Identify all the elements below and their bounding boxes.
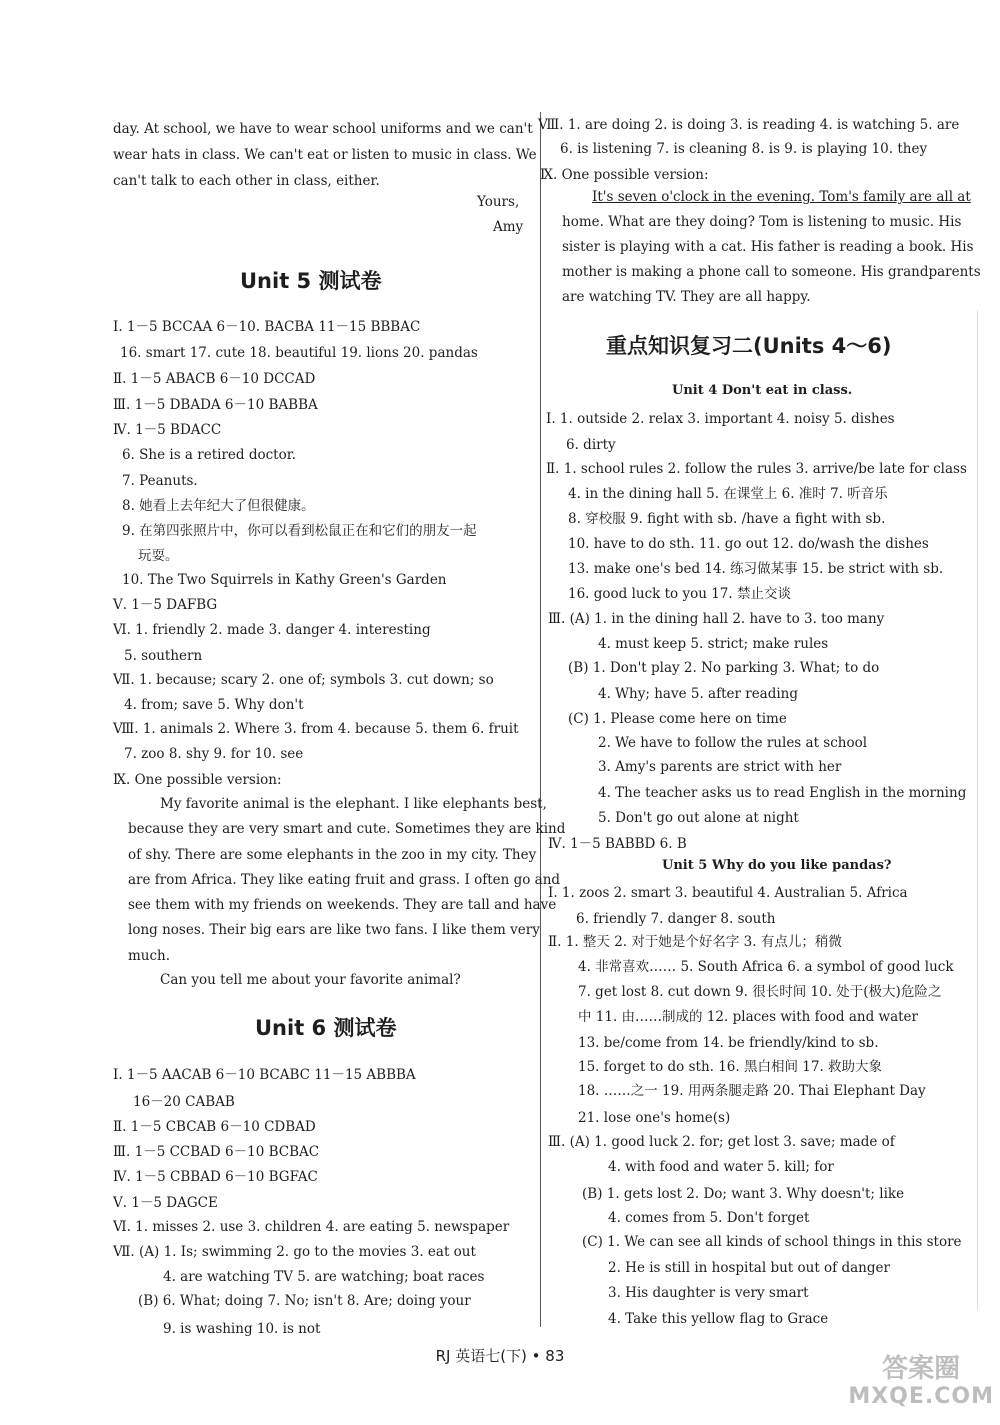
answer-line: 4. from; save 5. Why don't [124, 697, 304, 713]
answer-line: 3. Amy's parents are strict with her [598, 759, 842, 775]
answer-line: 6. friendly 7. danger 8. south [576, 911, 776, 927]
answer-line: 6. dirty [566, 437, 616, 453]
answer-line: 4. Why; have 5. after reading [598, 686, 799, 702]
answer-line: Ⅶ. (A) 1. Is; swimming 2. go to the movies 3. eat out [113, 1244, 476, 1260]
answer-line: 9. 在第四张照片中，你可以看到松鼠正在和它们的朋友一起 [122, 523, 477, 539]
answer-line: 7. get lost 8. cut down 9. 很长时间 10. 处于(极大)危险之 [578, 984, 942, 1000]
answer-line: Ⅲ. 1－5 CCBAD 6－10 BCBAC [113, 1144, 320, 1160]
answer-line: Ⅷ. 1. animals 2. Where 3. from 4. because 5. them 6. fruit [113, 721, 519, 737]
answer-line: 3. His daughter is very smart [608, 1285, 809, 1301]
page-edge-line [977, 310, 978, 1310]
answer-line: Ⅲ. (A) 1. in the dining hall 2. have to 3. too many [548, 611, 885, 627]
answer-line: Ⅴ. 1－5 DAFBG [113, 597, 218, 613]
answer-line: Ⅱ. 1. school rules 2. follow the rules 3. arrive/be late for class [546, 461, 967, 477]
answer-line: Ⅵ. 1. misses 2. use 3. children 4. are eating 5. newspaper [113, 1219, 510, 1235]
answer-line: 16－20 CABAB [133, 1094, 235, 1110]
essay-line: long noses. Their big ears are like two fans. I like them very [128, 922, 540, 938]
answer-line: 玩耍。 [138, 548, 179, 564]
answer-line: 4. in the dining hall 5. 在课堂上 6. 准时 7. 听音乐 [568, 486, 888, 502]
essay-line: home. What are they doing? Tom is listening to music. His [562, 214, 962, 230]
answer-line: 15. forget to do sth. 16. 黑白相间 17. 救助大象 [578, 1059, 883, 1075]
answer-line: Ⅳ. 1－5 CBBAD 6－10 BGFAC [113, 1169, 318, 1185]
answer-line: Ⅱ. 1－5 ABACB 6－10 DCCAD [113, 371, 316, 387]
answer-line: (C) 1. Please come here on time [568, 711, 787, 727]
page-footer: RJ 英语七(下) • 83 [435, 1347, 565, 1365]
answer-line: Ⅰ. 1. outside 2. relax 3. important 4. noisy 5. dishes [546, 411, 895, 427]
answer-line: (B) 1. Don't play 2. No parking 3. What; to do [568, 660, 880, 676]
watermark-title: 答案圈 [882, 1354, 961, 1384]
answer-line: Ⅱ. 1－5 CBCAB 6－10 CDBAD [113, 1119, 316, 1135]
answer-line: 2. We have to follow the rules at school [598, 735, 868, 751]
answer-line: Ⅳ. 1－5 BABBD 6. B [548, 836, 687, 852]
unit5-heading: Unit 5 Why do you like pandas? [662, 858, 892, 873]
essay-line: much. [128, 948, 171, 964]
answer-line: 21. lose one's home(s) [578, 1110, 731, 1126]
answer-line: Ⅴ. 1－5 DAGCE [113, 1195, 218, 1211]
letter-closing: Yours, [477, 194, 520, 210]
answer-line: Ⅱ. 1. 整天 2. 对于她是个好名字 3. 有点儿；稍微 [548, 934, 842, 950]
answer-line: 4. Take this yellow flag to Grace [608, 1311, 829, 1327]
answer-line: Ⅰ. 1－5 AACAB 6－10 BCABC 11－15 ABBBA [113, 1067, 416, 1083]
answer-line: 10. have to do sth. 11. go out 12. do/wash the dishes [568, 536, 929, 552]
answer-line: 13. make one's bed 14. 练习做某事 15. be strict with sb. [568, 561, 944, 577]
answer-line: Ⅲ. 1－5 DBADA 6－10 BABBA [113, 397, 318, 413]
answer-line: Ⅷ. 1. are doing 2. is doing 3. is reading 4. is watching 5. are [538, 117, 960, 133]
essay-line: are watching TV. They are all happy. [562, 289, 811, 305]
answer-line: 6. She is a retired doctor. [122, 447, 296, 463]
answer-line: 7. Peanuts. [122, 473, 198, 489]
answer-line: Ⅸ. One possible version: [540, 167, 709, 183]
column-divider [540, 112, 541, 1327]
answer-line: 6. is listening 7. is cleaning 8. is 9. is playing 10. they [560, 141, 928, 157]
answer-line: 中 11. 由……制成的 12. places with food and water [578, 1009, 918, 1025]
answer-line: 16. good luck to you 17. 禁止交谈 [568, 586, 791, 602]
answer-line: (B) 1. gets lost 2. Do; want 3. Why doesn't; like [582, 1186, 905, 1202]
unit4-heading: Unit 4 Don't eat in class. [672, 383, 853, 398]
answer-line: Ⅰ. 1－5 BCCAA 6－10. BACBA 11－15 BBBAC [113, 319, 421, 335]
answer-line: Ⅰ. 1. zoos 2. smart 3. beautiful 4. Australian 5. Africa [548, 885, 908, 901]
essay-line: sister is playing with a cat. His father is reading a book. His [562, 239, 974, 255]
letter-line: wear hats in class. We can't eat or listen to music in class. We [113, 147, 537, 163]
answer-line: 2. He is still in hospital but out of danger [608, 1260, 890, 1276]
essay-line: of shy. There are some elephants in the zoo in my city. They [128, 847, 537, 863]
answer-line: 4. with food and water 5. kill; for [608, 1159, 834, 1175]
answer-line: 4. The teacher asks us to read English in the morning [598, 785, 967, 801]
answer-line: 18. ……之一 19. 用两条腿走路 20. Thai Elephant Day [578, 1083, 926, 1099]
unit5-test-title: Unit 5 测试卷 [240, 269, 382, 293]
essay-line: are from Africa. They like eating fruit and grass. I often go and [128, 872, 561, 888]
answer-line: (C) 1. We can see all kinds of school things in this store [582, 1234, 962, 1250]
answer-line: Ⅶ. 1. because; scary 2. one of; symbols 3. cut down; so [113, 672, 494, 688]
answer-line: 8. 她看上去年纪大了但很健康。 [122, 498, 315, 514]
answer-line: Ⅲ. (A) 1. good luck 2. for; get lost 3. save; made of [548, 1134, 895, 1150]
watermark-logo [848, 1355, 994, 1411]
answer-line: 4. must keep 5. strict; make rules [598, 636, 829, 652]
answer-line: 5. Don't go out alone at night [598, 810, 799, 826]
answer-line: Ⅸ. One possible version: [113, 772, 282, 788]
review-title: 重点知识复习二(Units 4～6) [606, 334, 892, 358]
answer-line: 7. zoo 8. shy 9. for 10. see [124, 746, 304, 762]
answer-line: 5. southern [124, 648, 203, 664]
essay-line: It's seven o'clock in the evening. Tom's family are all at [592, 189, 971, 205]
essay-line: Can you tell me about your favorite animal? [160, 972, 461, 988]
letter-line: day. At school, we have to wear school uniforms and we can't [113, 121, 533, 137]
watermark-url: MXQE.COM [848, 1384, 994, 1409]
answer-line: Ⅳ. 1－5 BDACC [113, 422, 222, 438]
unit6-test-title: Unit 6 测试卷 [255, 1016, 397, 1040]
letter-signature: Amy [493, 219, 524, 235]
essay-line: see them with my friends on weekends. They are tall and have [128, 897, 557, 913]
answer-line: 10. The Two Squirrels in Kathy Green's Garden [122, 572, 447, 588]
essay-line: mother is making a phone call to someone. His grandparents [562, 264, 981, 280]
answer-line: 13. be/come from 14. be friendly/kind to sb. [578, 1035, 879, 1051]
answer-line: Ⅵ. 1. friendly 2. made 3. danger 4. interesting [113, 622, 431, 638]
essay-line: because they are very smart and cute. Sometimes they are kind [128, 821, 566, 837]
essay-line: My favorite animal is the elephant. I like elephants best, [160, 796, 547, 812]
answer-line: 4. 非常喜欢…… 5. South Africa 6. a symbol of good luck [578, 959, 954, 975]
answer-line: 8. 穿校服 9. fight with sb. /have a fight with sb. [568, 511, 886, 527]
answer-line: 4. comes from 5. Don't forget [608, 1210, 810, 1226]
answer-line: (B) 6. What; doing 7. No; isn't 8. Are; doing your [138, 1293, 471, 1309]
answer-line: 4. are watching TV 5. are watching; boat races [163, 1269, 485, 1285]
answer-line: 16. smart 17. cute 18. beautiful 19. lions 20. pandas [120, 345, 478, 361]
answer-line: 9. is washing 10. is not [163, 1321, 321, 1337]
letter-line: can't talk to each other in class, either. [113, 173, 380, 189]
